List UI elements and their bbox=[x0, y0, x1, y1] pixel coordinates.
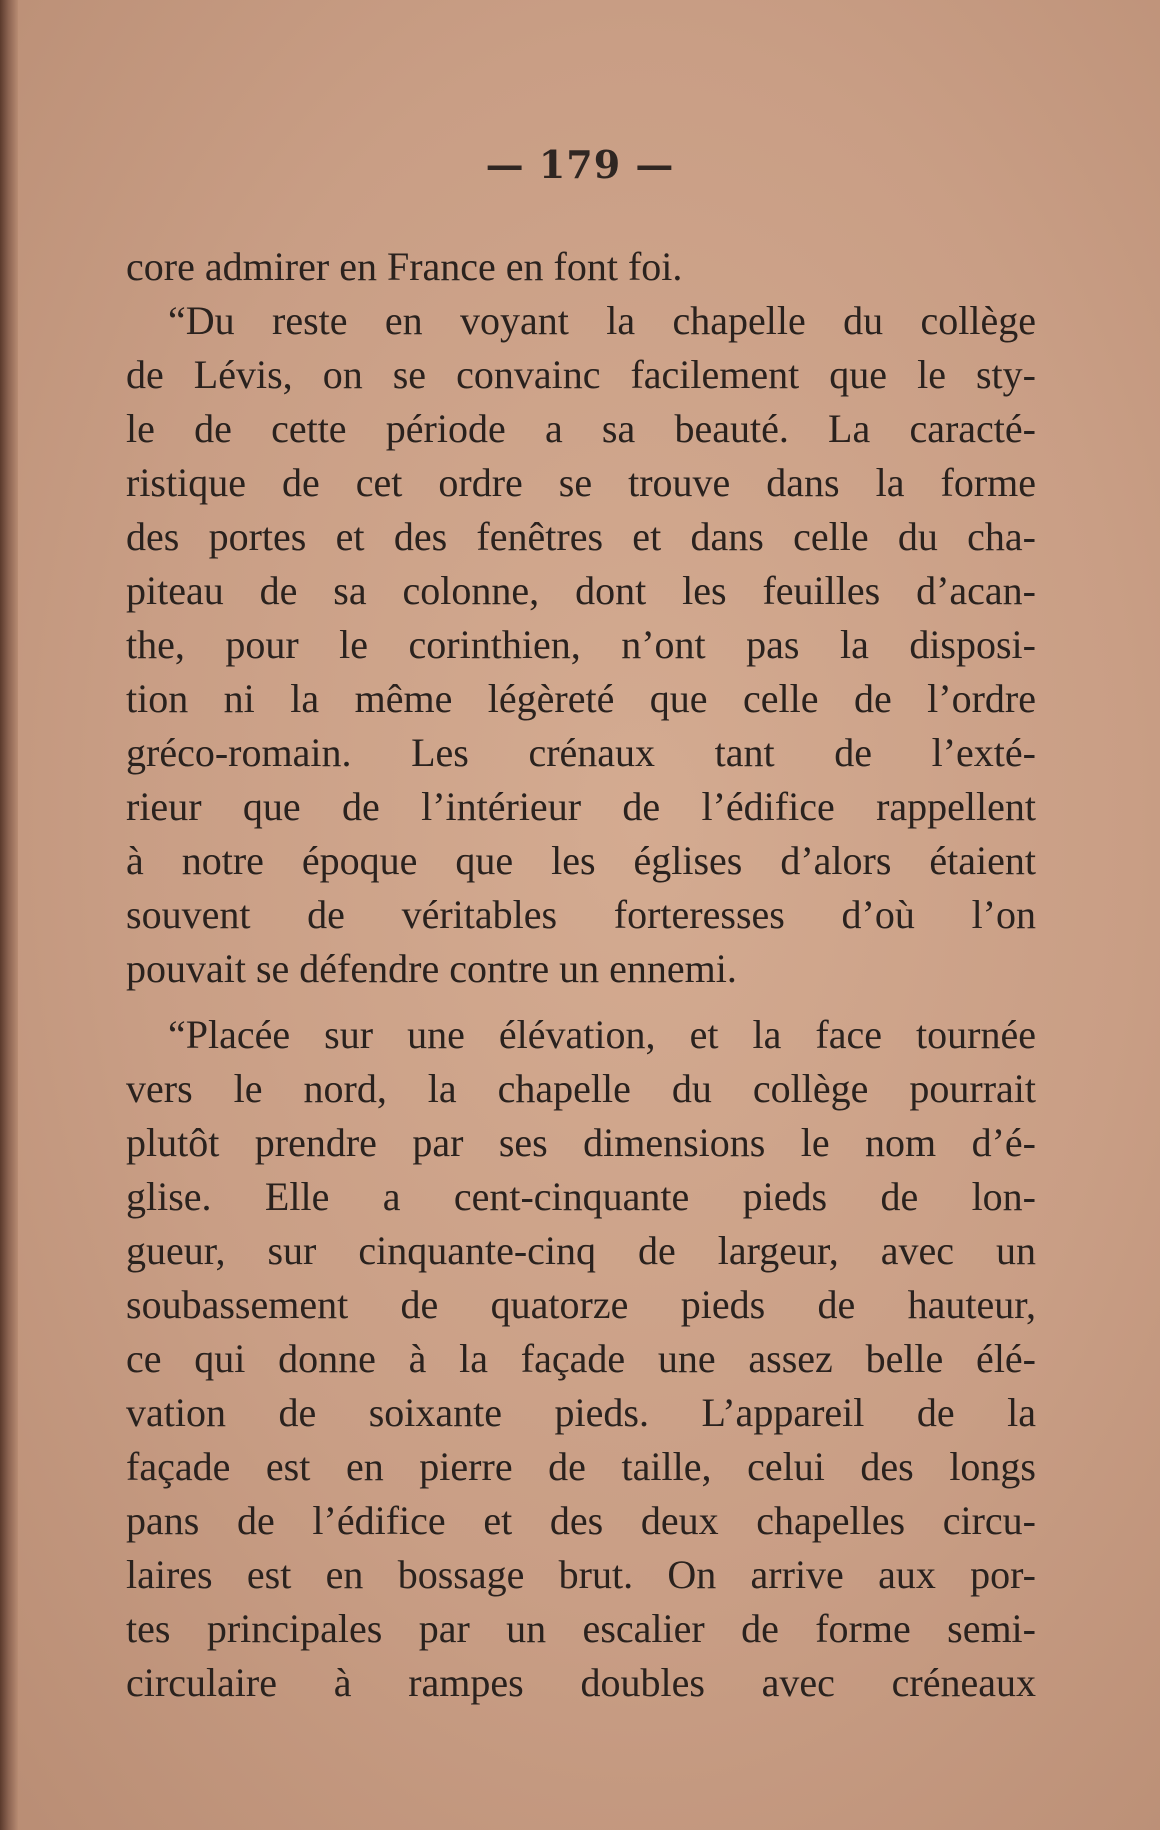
text-line: pans de l’édifice et des deux chapelles circu- bbox=[126, 1498, 1036, 1543]
text-line: de Lévis, on se convainc facilement que le sty- bbox=[126, 352, 1036, 397]
text-line: circulaire à rampes doubles avec créneaux bbox=[126, 1660, 1036, 1705]
text-line: vers le nord, la chapelle du collège pourrait bbox=[126, 1066, 1036, 1111]
text-line: rieur que de l’intérieur de l’édifice rappellent bbox=[126, 784, 1036, 829]
text-line: à notre époque que les églises d’alors étaient bbox=[126, 838, 1036, 883]
text-line: the, pour le corinthien, n’ont pas la disposi- bbox=[126, 622, 1036, 667]
book-spine-shadow bbox=[0, 0, 18, 1830]
text-line: le de cette période a sa beauté. La caracté- bbox=[126, 406, 1036, 451]
text-line: soubassement de quatorze pieds de hauteur, bbox=[126, 1282, 1036, 1327]
text-line: laires est en bossage brut. On arrive aux por- bbox=[126, 1552, 1036, 1597]
text-line: plutôt prendre par ses dimensions le nom d’é- bbox=[126, 1120, 1036, 1165]
text-line: gréco-romain. Les crénaux tant de l’exté- bbox=[126, 730, 1036, 775]
text-line: tes principales par un escalier de forme semi- bbox=[126, 1606, 1036, 1651]
text-line: pouvait se défendre contre un ennemi. bbox=[126, 946, 737, 991]
paragraph-continuation bbox=[126, 240, 1036, 294]
paragraph-chapel-dimensions bbox=[126, 1008, 1036, 1710]
text-line: ce qui donne à la façade une assez belle élé- bbox=[126, 1336, 1036, 1381]
text-line: des portes et des fenêtres et dans celle du cha- bbox=[126, 514, 1036, 559]
body-text bbox=[126, 240, 1036, 1710]
text-line: souvent de véritables forteresses d’où l’on bbox=[126, 892, 1036, 937]
text-line: ristique de cet ordre se trouve dans la forme bbox=[126, 460, 1036, 505]
text-line: façade est en pierre de taille, celui des longs bbox=[126, 1444, 1036, 1489]
text-line: glise. Elle a cent-cinquante pieds de lon- bbox=[126, 1174, 1036, 1219]
text-line: core admirer en France en font foi. bbox=[126, 244, 683, 289]
text-line: gueur, sur cinquante-cinq de largeur, avec un bbox=[126, 1228, 1036, 1273]
page-number: — 179 — bbox=[485, 142, 675, 187]
text-line: tion ni la même légèreté que celle de l’ordre bbox=[126, 676, 1036, 721]
paragraph-chapel-style bbox=[126, 294, 1036, 996]
text-line: vation de soixante pieds. L’appareil de la bbox=[126, 1390, 1036, 1435]
text-line: “Placée sur une élévation, et la face tournée bbox=[168, 1012, 1036, 1057]
text-line: piteau de sa colonne, dont les feuilles d’acan- bbox=[126, 568, 1036, 613]
text-line: “Du reste en voyant la chapelle du collège bbox=[168, 298, 1036, 343]
